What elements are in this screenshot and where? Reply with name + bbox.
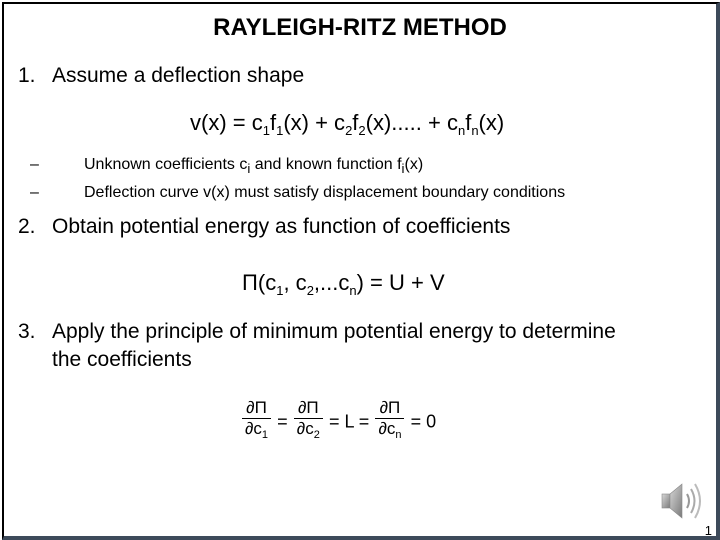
step-3-line-2: the coefficients: [52, 348, 192, 371]
step-3: [18, 318, 616, 374]
page-number: 1: [704, 523, 712, 538]
partial-fraction-1: $\frac{\partial\Pi}{\partial c_1}$: [242, 398, 271, 445]
bullet-unknown-coefficients: – Unknown coefficients $c_i$ and known function $f_i(x)$: [30, 156, 424, 177]
step-3-number: 3.: [18, 320, 36, 343]
step-3-line-1: Apply the principle of minimum potential energy to determine: [52, 320, 616, 343]
partial-fraction-2: $\frac{\partial\Pi}{\partial c_2}$: [294, 398, 323, 445]
step-1-number: 1.: [18, 64, 36, 87]
partial-fraction-3: $\frac{\partial\Pi}{\partial c_n}$: [375, 398, 404, 445]
step-2-text: Obtain potential energy as function of coefficients: [52, 215, 511, 238]
potential-energy-equation: $\Pi(c_1$, $c_2,...c_n) = U + V$: [242, 270, 445, 298]
step-2: [18, 213, 510, 241]
slide-title: RAYLEIGH-RITZ METHOD: [213, 14, 507, 41]
bullet-boundary-conditions: – Deflection curve v(x) must satisfy displacement boundary conditions: [30, 184, 566, 201]
step-1: [18, 62, 304, 90]
deflection-equation: $v(x) = c_1f_1(x) + c_2f_2(x)$..... + $c_nf_n(x)$: [190, 110, 505, 138]
step-2-number: 2.: [18, 215, 36, 238]
speaker-icon[interactable]: [656, 476, 706, 531]
minimum-energy-equation: $\frac{\partial\Pi}{\partial c_1}$ = $\frac{\partial\Pi}{\partial c_2}$ = L = $\frac{\partial\Pi}{\partial c_n}$ = 0: [242, 398, 436, 445]
step-1-text: Assume a deflection shape: [52, 64, 305, 87]
